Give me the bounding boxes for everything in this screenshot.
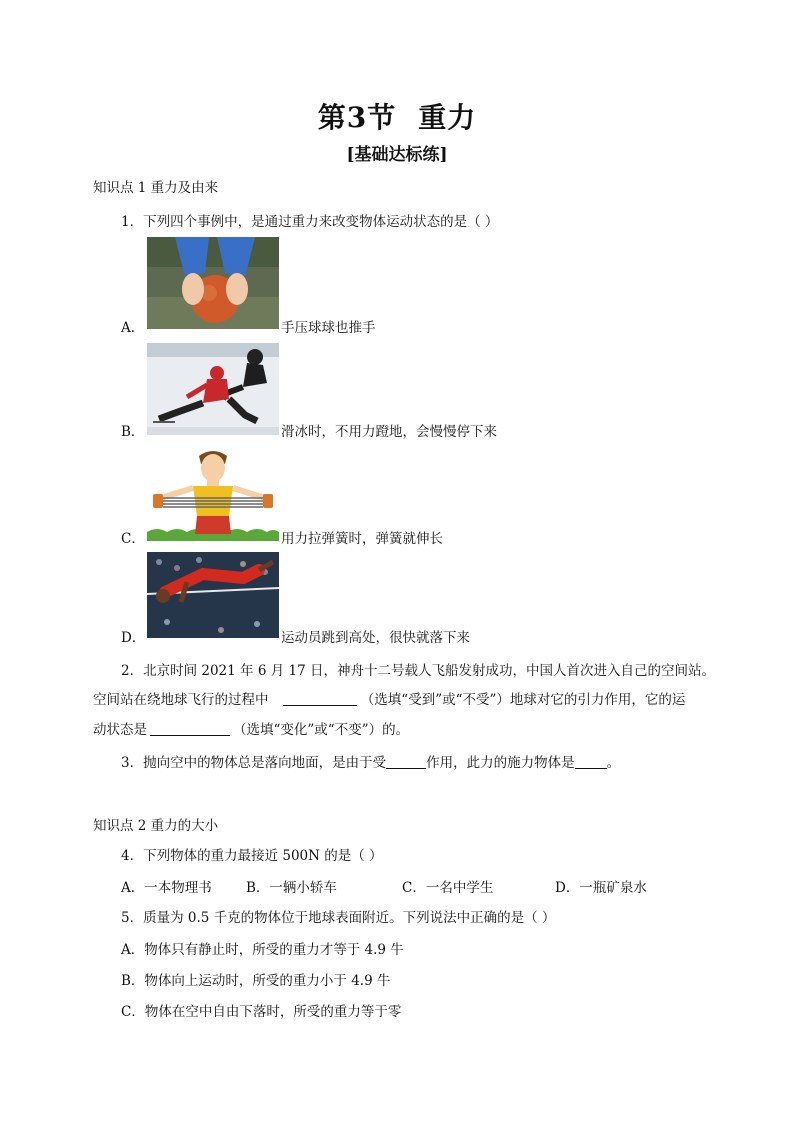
question-3: 3．抛向空中的物体总是落向地面，是由于受 作用，此力的施力物体是 。 (121, 755, 621, 771)
answer-blank-q3-1[interactable] (386, 754, 426, 769)
option-c-label: C． (121, 531, 145, 547)
hands-pressing-ball-photo (147, 237, 279, 329)
question-4-stem: 4．下列物体的重力最接近 500N 的是（ ） (121, 848, 383, 864)
question-5-option-b: B．物体向上运动时，所受的重力小于 4.9 牛 (121, 973, 391, 989)
question-5-option-a: A．物体只有静止时，所受的重力才等于 4.9 牛 (121, 942, 404, 958)
spring-expander-illustration (147, 446, 279, 541)
question-2-line-3: 动状态是 （选填“变化”或“不变”）的。 (93, 722, 410, 738)
question-5-stem: 5．质量为 0.5 千克的物体位于地球表面附近。下列说法中正确的是（ ） (121, 910, 556, 926)
option-a-label: A． (121, 320, 145, 336)
section-heading-2: 知识点 2 重力的大小 (93, 818, 219, 834)
page-subtitle: [基础达标练] (346, 145, 448, 165)
question-2-line-1: 2．北京时间 2021 年 6 月 17 日，神舟十二号载人飞船发射成功，中国人首次进入自己的空间站。 (121, 663, 715, 679)
option-b-label: B． (121, 424, 145, 440)
question-4-option-c: C．一名中学生 (402, 880, 494, 896)
answer-blank-q2-2[interactable] (150, 721, 230, 736)
answer-blank-q3-2[interactable] (575, 754, 607, 769)
option-b-caption: 滑冰时，不用力蹬地，会慢慢停下来 (281, 424, 497, 440)
page-title (0, 96, 794, 136)
title-section-number: 第3节 (317, 101, 397, 134)
question-4-option-a: A．一本物理书 (121, 880, 212, 896)
title-topic: 重力 (418, 101, 477, 134)
speed-skating-photo (147, 343, 279, 435)
option-d-label: D． (121, 630, 146, 646)
answer-blank-q2-1[interactable] (283, 691, 357, 706)
option-a-caption: 手压球球也推手 (281, 320, 376, 336)
high-jump-photo (147, 552, 279, 638)
option-c-caption: 用力拉弹簧时，弹簧就伸长 (281, 531, 443, 547)
option-d-caption: 运动员跳到高处，很快就落下来 (281, 630, 470, 646)
question-5-option-c: C．物体在空中自由下落时，所受的重力等于零 (121, 1004, 402, 1020)
question-4-option-d: D．一瓶矿泉水 (555, 880, 647, 896)
question-2-line-2: 空间站在绕地球飞行的过程中 （选填“受到”或“不受”）地球对它的引力作用，它的运 (93, 692, 686, 708)
section-heading-1: 知识点 1 重力及由来 (93, 180, 219, 196)
question-1-stem: 1．下列四个事例中，是通过重力来改变物体运动状态的是（ ） (121, 214, 499, 230)
question-4-option-b: B．一辆小轿车 (246, 880, 337, 896)
